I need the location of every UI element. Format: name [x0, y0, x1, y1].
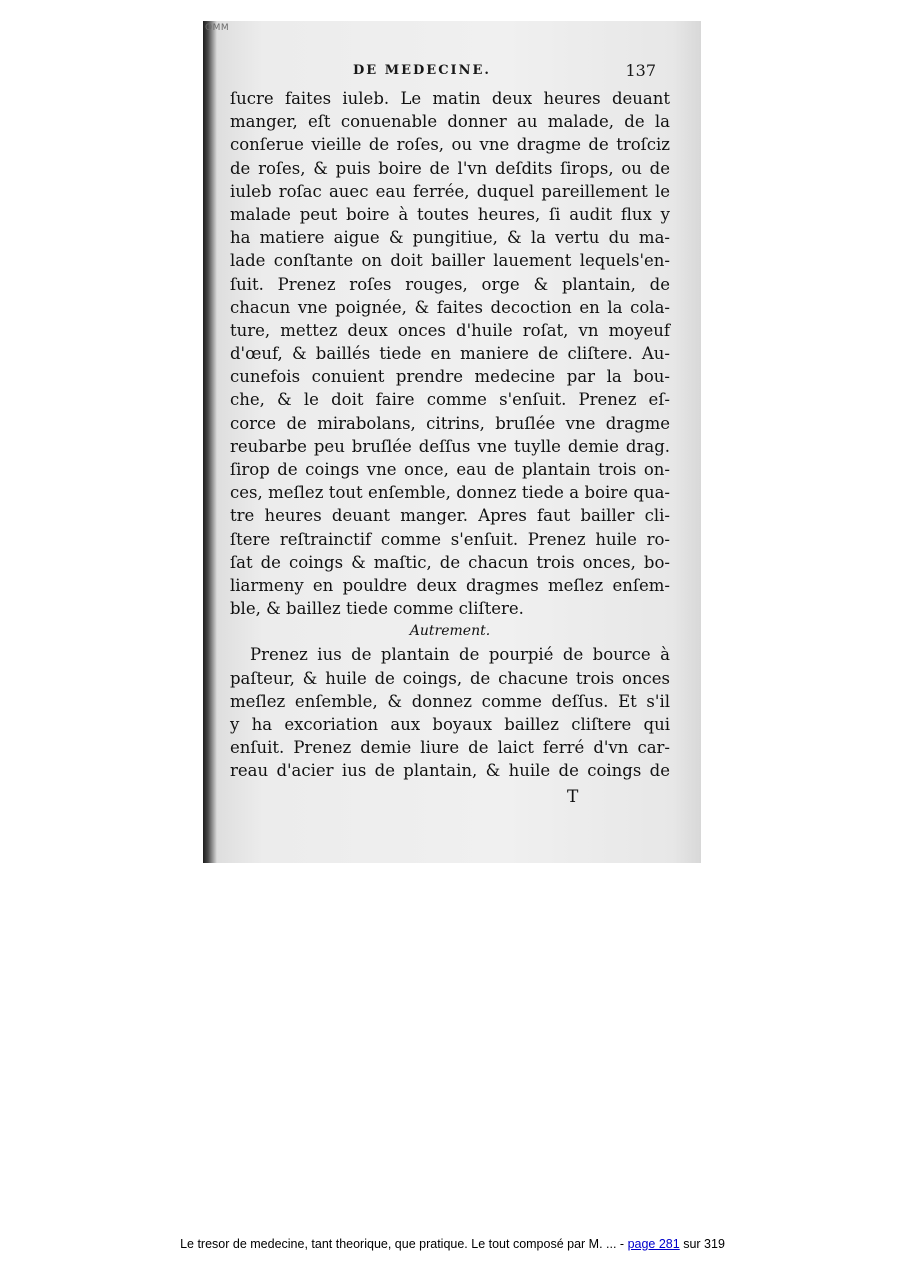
page-link[interactable]: page 281	[627, 1237, 680, 1251]
text-line: reubarbe peu bruſlée deſſus vne tuylle demie drag.	[230, 436, 670, 456]
text-line: chacun vne poignée, & faites decoction en la cola-	[230, 297, 670, 317]
page-total: sur 319	[683, 1237, 725, 1251]
text-line: conſerue vieille de roſes, ou vne dragme de troſciz	[230, 135, 670, 155]
section-heading: Autrement.	[409, 623, 491, 640]
book-title: Le tresor de medecine, tant theorique, que pratique. Le tout composé par M. ... -	[180, 1237, 625, 1251]
text-line: ſtere reſtrainctif comme s'enſuit. Prenez huile ro-	[230, 529, 670, 549]
text-line: cunefois conuient prendre medecine par la bou-	[230, 367, 670, 387]
text-line: Prenez ius de plantain de pourpié de bource à	[250, 645, 670, 665]
text-line: che, & le doit faire comme s'enſuit. Prenez eſ-	[230, 390, 670, 410]
text-line: meſlez enſemble, & donnez comme deſſus. Et s'il	[230, 691, 670, 711]
signature-mark: T	[567, 787, 579, 807]
text-line: de roſes, & puis boire de l'vn deſdits ſirops, ou de	[230, 158, 670, 178]
text-line: ble, & baillez tiede comme cliſtere.	[230, 599, 524, 619]
text-line: ture, mettez deux onces d'huile roſat, vn moyeuf	[230, 320, 670, 340]
text-line: ſucre faites iuleb. Le matin deux heures deuant	[230, 89, 670, 108]
text-line: tre heures deuant manger. Apres faut bailler cli-	[230, 506, 670, 526]
text-line: corce de mirabolans, citrins, bruſlée vne dragme	[230, 413, 670, 433]
text-line: ſat de coings & maſtic, de chacun trois onces, bo-	[230, 552, 670, 572]
running-head: DE MEDECINE.	[353, 63, 491, 78]
text-line: ſirop de coings vne once, eau de plantain trois on-	[230, 460, 670, 479]
text-line: enſuit. Prenez demie liure de laict ferré d'vn car-	[230, 738, 670, 758]
text-line: manger, eſt conuenable donner au malade, de la	[230, 112, 670, 132]
text-line: d'œuf, & baillés tiede en maniere de cliſtere. Au-	[230, 344, 670, 364]
text-line: iuleb roſac auec eau ferrée, duquel pareillement le	[230, 181, 670, 201]
page-text	[230, 87, 670, 782]
page-scan	[203, 21, 701, 863]
text-line: reau d'acier ius de plantain, & huile de coings de	[230, 761, 670, 781]
library-stamp: OMM	[205, 23, 230, 33]
text-line: ha matiere aigue & pungitiue, & la vertu du ma-	[230, 228, 670, 248]
text-line: ces, meſlez tout enſemble, donnez tiede a boire qua-	[230, 483, 670, 503]
footer-caption	[0, 1237, 905, 1251]
text-line: malade peut boire à toutes heures, ſi audit flux y	[230, 204, 670, 224]
folio-number: 137	[625, 61, 656, 80]
text-line: paſteur, & huile de coings, de chacune trois onces	[230, 668, 670, 688]
text-line: ſuit. Prenez roſes rouges, orge & plantain, de	[230, 274, 670, 294]
text-line: y ha excoriation aux boyaux baillez cliſtere qui	[230, 714, 670, 734]
text-line: liarmeny en pouldre deux dragmes meſlez enſem-	[230, 575, 670, 595]
text-line: lade conſtante on doit bailler lauement lequels'en-	[230, 251, 670, 271]
